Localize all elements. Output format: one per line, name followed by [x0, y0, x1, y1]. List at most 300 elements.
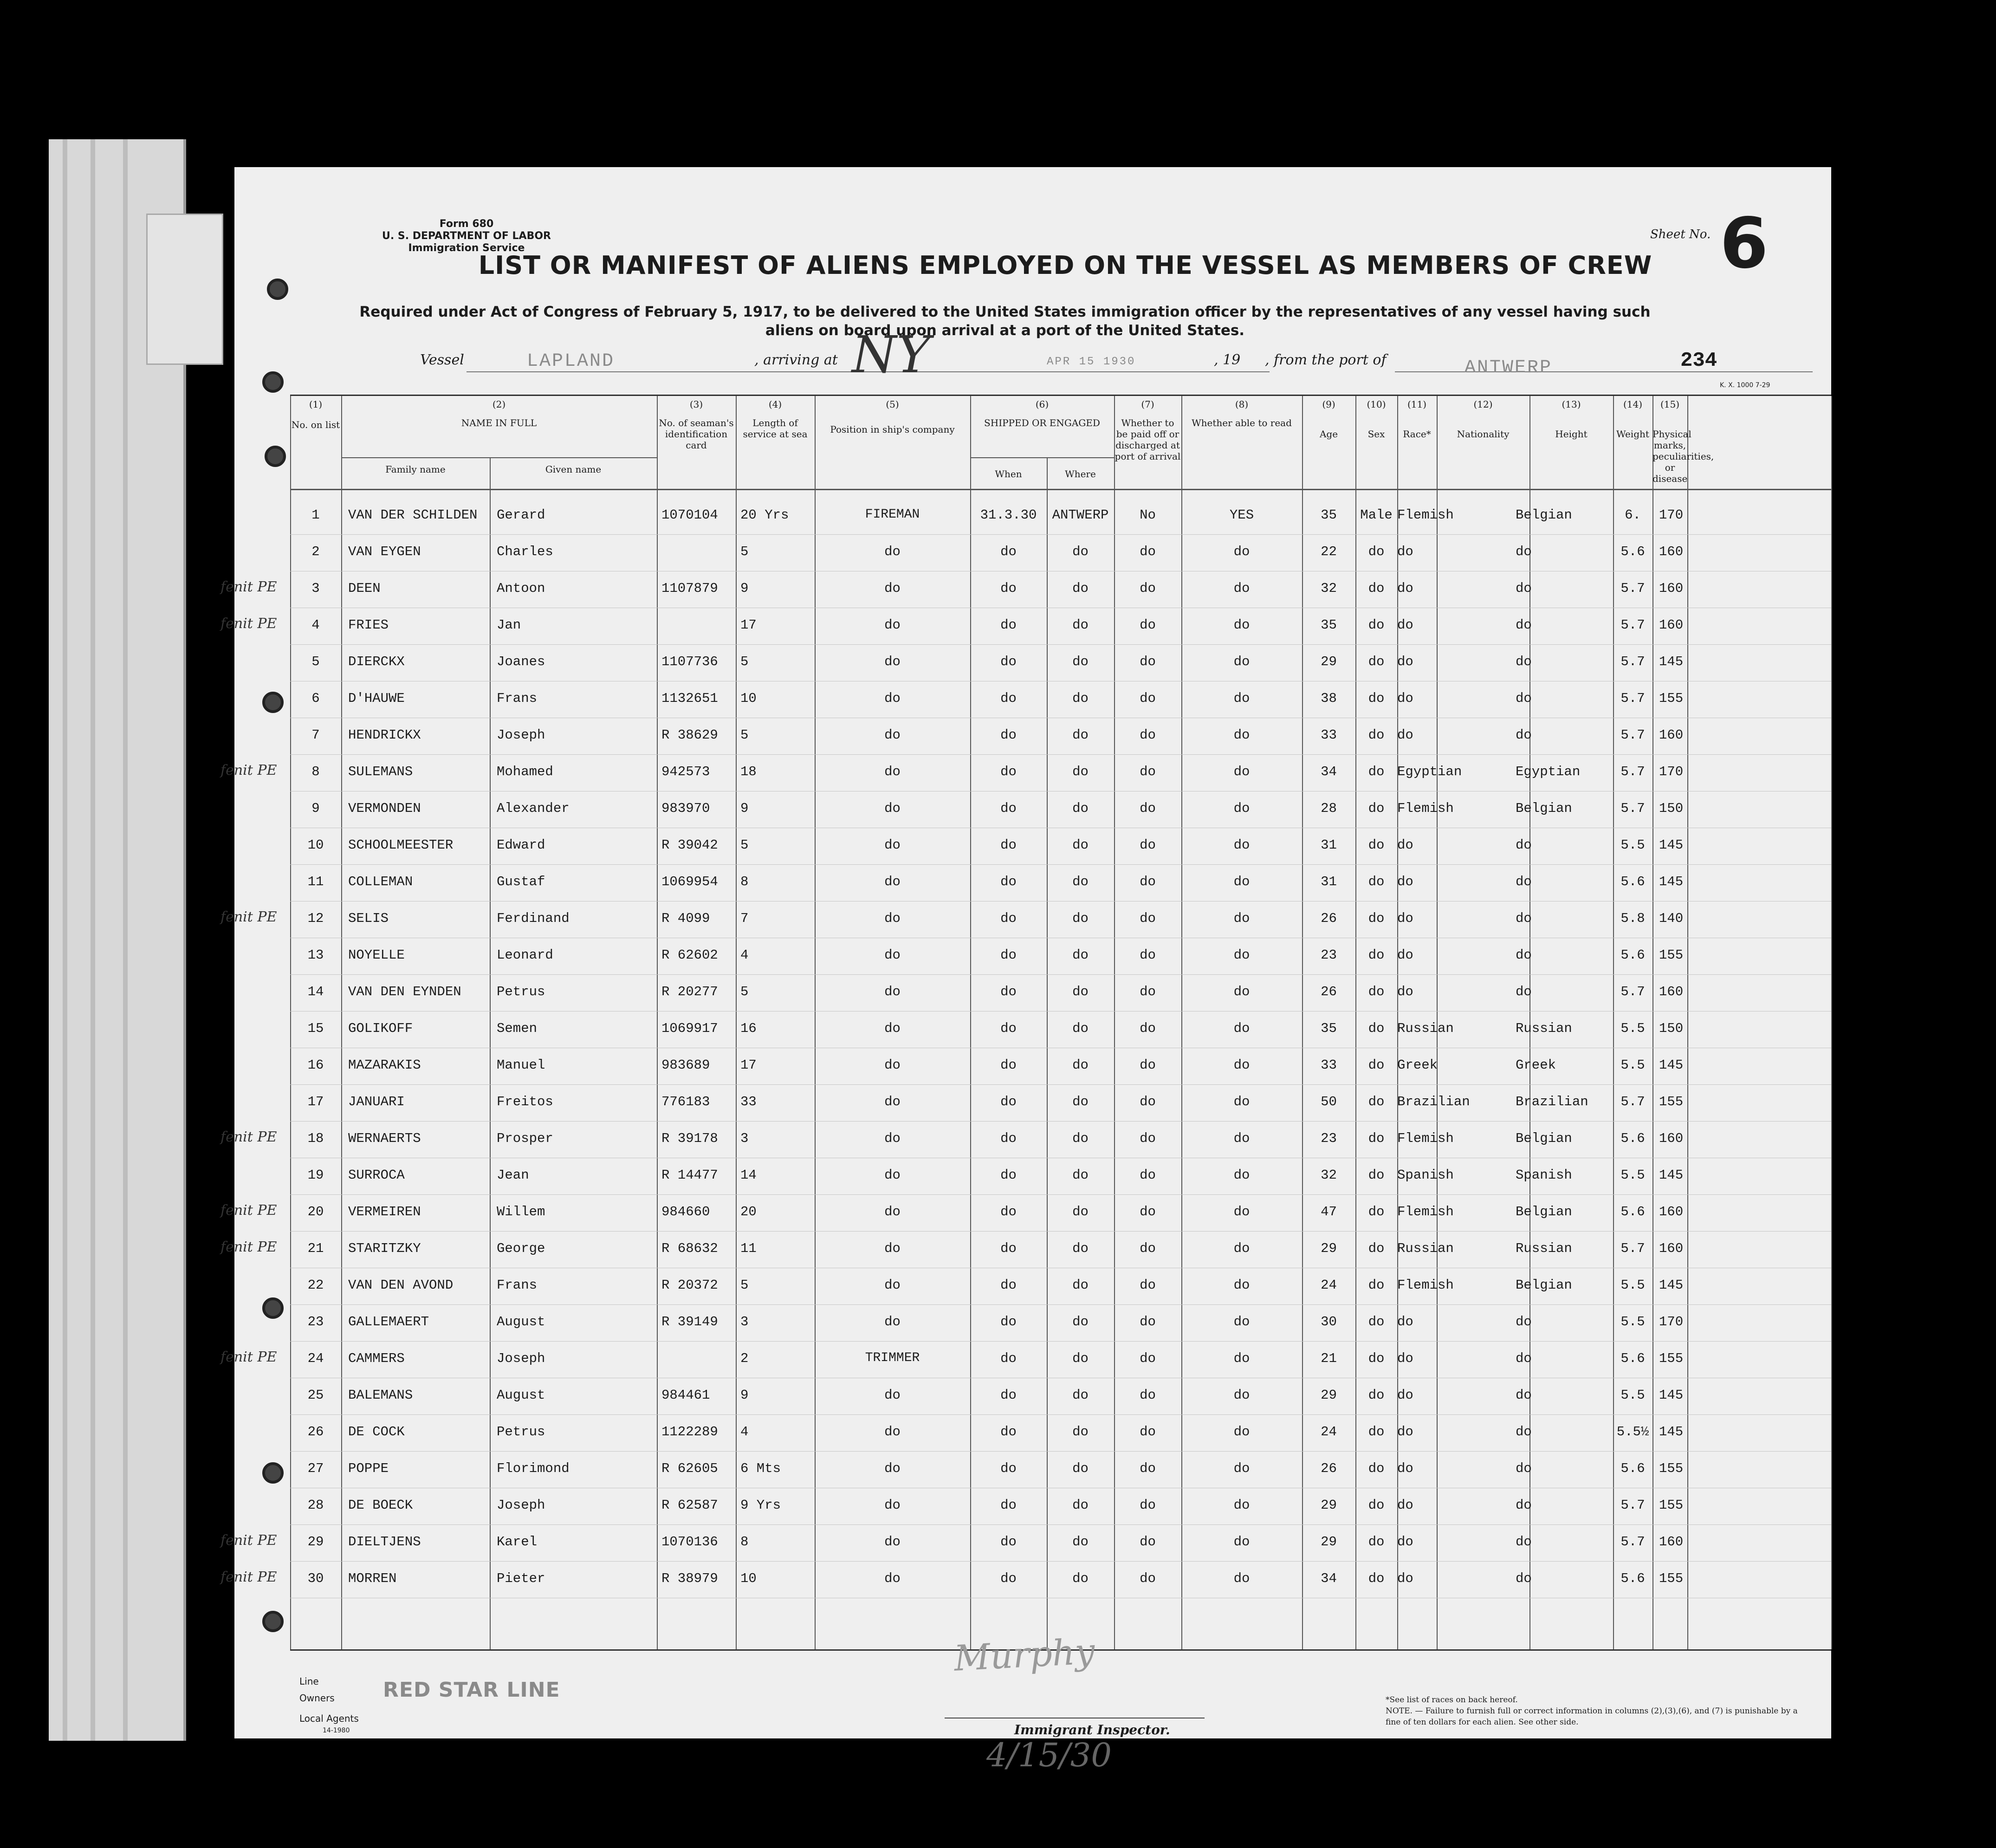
cell-card: R 20277 [661, 984, 718, 999]
cell-race: Flemish [1397, 1131, 1454, 1146]
cell-race: do [1397, 617, 1413, 633]
cell-race: do [1397, 581, 1413, 596]
cell-no: 22 [307, 1277, 324, 1293]
cell-read: do [1233, 581, 1250, 596]
vessel-name: LAPLAND [527, 351, 615, 372]
cell-where: do [1072, 984, 1089, 999]
cell-height: 5.7 [1620, 617, 1645, 633]
inspector-signature: Murphy [953, 1630, 1096, 1679]
cell-age: 32 [1321, 581, 1337, 596]
cell-sex: do [1368, 911, 1385, 926]
cell-race: Spanish [1397, 1167, 1454, 1183]
cell-service: 4 [740, 947, 749, 963]
margin-annotation: fenit PE [220, 762, 277, 778]
cell-height: 5.6 [1620, 947, 1645, 963]
cell-given: Joseph [497, 727, 545, 743]
margin-annotation: fenit PE [220, 1202, 277, 1219]
stamp-number: 234 [1680, 349, 1717, 372]
cell-nat: do [1516, 874, 1532, 889]
cell-height: 5.5 [1620, 1314, 1645, 1329]
cell-height: 5.5½ [1616, 1424, 1649, 1439]
cell-given: Manuel [497, 1057, 545, 1073]
cell-read: do [1233, 984, 1250, 999]
cell-sex: do [1368, 1498, 1385, 1513]
cell-when: do [1000, 1021, 1017, 1036]
cell-family: VAN DEN AVOND [348, 1277, 454, 1293]
cell-position: do [884, 691, 901, 706]
cell-age: 23 [1321, 947, 1337, 963]
cell-weight: 145 [1659, 1167, 1684, 1183]
cell-family: POPPE [348, 1461, 389, 1476]
cell-height: 5.7 [1620, 727, 1645, 743]
cell-service: 11 [740, 1241, 757, 1256]
cell-age: 26 [1321, 1461, 1337, 1476]
cell-weight: 150 [1659, 1021, 1684, 1036]
cell-where: do [1072, 1314, 1089, 1329]
cell-where: do [1072, 1094, 1089, 1109]
cell-nat: do [1516, 1388, 1532, 1403]
cell-weight: 155 [1659, 1351, 1684, 1366]
cell-service: 9 Yrs [740, 1498, 781, 1513]
cell-nat: Greek [1516, 1057, 1556, 1073]
cell-sex: do [1368, 1314, 1385, 1329]
cell-read: do [1233, 1498, 1250, 1513]
cell-family: MORREN [348, 1571, 397, 1586]
cell-paid: do [1140, 1424, 1156, 1439]
cell-height: 5.5 [1620, 1167, 1645, 1183]
inspection-date: 4/15/30 [986, 1736, 1112, 1774]
cell-age: 29 [1321, 654, 1337, 669]
cell-service: 5 [740, 837, 749, 853]
cell-race: do [1397, 911, 1413, 926]
cell-when: do [1000, 654, 1017, 669]
punch-hole [262, 371, 284, 393]
cell-family: GOLIKOFF [348, 1021, 413, 1036]
cell-paid: No [1140, 507, 1156, 523]
cell-age: 31 [1321, 874, 1337, 889]
cell-service: 9 [740, 1388, 749, 1403]
cell-where: do [1072, 1167, 1089, 1183]
cell-read: do [1233, 911, 1250, 926]
cell-service: 3 [740, 1131, 749, 1146]
cell-given: Leonard [497, 947, 553, 963]
cell-paid: do [1140, 1388, 1156, 1403]
cell-where: do [1072, 874, 1089, 889]
cell-height: 5.6 [1620, 1131, 1645, 1146]
cell-weight: 160 [1659, 727, 1684, 743]
cell-weight: 160 [1659, 1131, 1684, 1146]
cell-family: FRIES [348, 617, 389, 633]
cell-where: do [1072, 727, 1089, 743]
cell-height: 5.7 [1620, 654, 1645, 669]
cell-where: do [1072, 1021, 1089, 1036]
margin-annotation: fenit PE [220, 909, 277, 925]
cell-given: Semen [497, 1021, 538, 1036]
cell-age: 38 [1321, 691, 1337, 706]
cell-when: do [1000, 1277, 1017, 1293]
header-col15: (15) Physical marks, peculiarities, or disease [1653, 399, 1714, 484]
cell-weight: 155 [1659, 1461, 1684, 1476]
owners-label: Owners [299, 1692, 335, 1704]
cell-card: 1070136 [661, 1534, 718, 1550]
cell-paid: do [1140, 837, 1156, 853]
cell-service: 5 [740, 544, 749, 559]
cell-given: Ferdinand [497, 911, 570, 926]
cell-paid: do [1140, 1534, 1156, 1550]
cell-sex: do [1368, 1167, 1385, 1183]
cell-paid: do [1140, 1021, 1156, 1036]
cell-no: 27 [307, 1461, 324, 1476]
cell-paid: do [1140, 801, 1156, 816]
cell-weight: 160 [1659, 581, 1684, 596]
cell-age: 23 [1321, 1131, 1337, 1146]
cell-card: 1107879 [661, 581, 718, 596]
cell-position: do [884, 874, 901, 889]
cell-no: 23 [307, 1314, 324, 1329]
cell-family: WERNAERTS [348, 1131, 421, 1146]
cell-age: 21 [1321, 1351, 1337, 1366]
cell-when: do [1000, 1461, 1017, 1476]
cell-nat: do [1516, 1571, 1532, 1586]
cell-paid: do [1140, 691, 1156, 706]
binder-tab [146, 214, 223, 365]
cell-when: do [1000, 691, 1017, 706]
cell-card: R 38629 [661, 727, 718, 743]
cell-height: 6. [1625, 507, 1641, 523]
header-family-name: Family name [385, 464, 446, 475]
cell-read: do [1233, 1131, 1250, 1146]
cell-when: do [1000, 1498, 1017, 1513]
cell-sex: do [1368, 947, 1385, 963]
cell-age: 24 [1321, 1424, 1337, 1439]
cell-weight: 145 [1659, 837, 1684, 853]
cell-race: do [1397, 1351, 1413, 1366]
cell-nat: do [1516, 727, 1532, 743]
cell-race: Russian [1397, 1241, 1454, 1256]
cell-weight: 155 [1659, 691, 1684, 706]
cell-where: do [1072, 1461, 1089, 1476]
cell-weight: 145 [1659, 1388, 1684, 1403]
cell-where: do [1072, 764, 1089, 779]
cell-no: 20 [307, 1204, 324, 1219]
cell-age: 29 [1321, 1388, 1337, 1403]
cell-race: do [1397, 1424, 1413, 1439]
cell-family: NOYELLE [348, 947, 405, 963]
cell-height: 5.7 [1620, 1094, 1645, 1109]
cell-nat: Spanish [1516, 1167, 1572, 1183]
cell-height: 5.7 [1620, 764, 1645, 779]
cell-given: Joanes [497, 654, 545, 669]
cell-nat: do [1516, 1351, 1532, 1366]
cell-weight: 170 [1659, 1314, 1684, 1329]
cell-height: 5.5 [1620, 1057, 1645, 1073]
cell-position: do [884, 947, 901, 963]
cell-given: Petrus [497, 1424, 545, 1439]
cell-paid: do [1140, 911, 1156, 926]
cell-given: Jean [497, 1167, 529, 1183]
cell-age: 31 [1321, 837, 1337, 853]
cell-paid: do [1140, 1314, 1156, 1329]
cell-height: 5.5 [1620, 1388, 1645, 1403]
footer-note: *See list of races on back hereof. NOTE. — Failure to furnish full or correct information in columns (2),(3),(6), and (7) is punishable by a fine of ten dollars for each alien. See other side. [1386, 1695, 1798, 1727]
cell-no: 1 [311, 507, 320, 523]
cell-height: 5.5 [1620, 837, 1645, 853]
cell-when: do [1000, 1351, 1017, 1366]
cell-no: 3 [311, 581, 320, 596]
cell-no: 29 [307, 1534, 324, 1550]
cell-read: do [1233, 1424, 1250, 1439]
cell-race: do [1397, 1498, 1413, 1513]
header-col9: (9) Age [1319, 399, 1338, 440]
cell-where: ANTWERP [1052, 507, 1109, 523]
cell-given: George [497, 1241, 545, 1256]
cell-read: do [1233, 947, 1250, 963]
cell-family: GALLEMAERT [348, 1314, 429, 1329]
cell-paid: do [1140, 654, 1156, 669]
cell-card: 1122289 [661, 1424, 718, 1439]
cell-read: do [1233, 1204, 1250, 1219]
cell-when: do [1000, 1424, 1017, 1439]
cell-read: do [1233, 1388, 1250, 1403]
cell-read: do [1233, 1021, 1250, 1036]
cell-card: 1070104 [661, 507, 718, 523]
cell-sex: do [1368, 1461, 1385, 1476]
cell-sex: do [1368, 837, 1385, 853]
cell-weight: 145 [1659, 654, 1684, 669]
cell-race: do [1397, 874, 1413, 889]
cell-sex: do [1368, 1131, 1385, 1146]
agents-label: Local Agents [299, 1713, 359, 1724]
cell-race: Egyptian [1397, 764, 1462, 779]
cell-card: 983689 [661, 1057, 710, 1073]
header-col2: (2) NAME IN FULL [461, 399, 537, 428]
cell-when: do [1000, 727, 1017, 743]
cell-where: do [1072, 1131, 1089, 1146]
cell-sex: do [1368, 544, 1385, 559]
cell-card: R 38979 [661, 1571, 718, 1586]
cell-where: do [1072, 837, 1089, 853]
cell-position: do [884, 1167, 901, 1183]
cell-read: do [1233, 691, 1250, 706]
cell-when: do [1000, 581, 1017, 596]
cell-race: do [1397, 1314, 1413, 1329]
cell-service: 5 [740, 727, 749, 743]
cell-age: 35 [1321, 1021, 1337, 1036]
cell-height: 5.7 [1620, 1241, 1645, 1256]
cell-no: 26 [307, 1424, 324, 1439]
cell-read: do [1233, 764, 1250, 779]
cell-position: do [884, 544, 901, 559]
cell-service: 5 [740, 1277, 749, 1293]
cell-when: do [1000, 544, 1017, 559]
cell-card: 1069917 [661, 1021, 718, 1036]
cell-paid: do [1140, 727, 1156, 743]
cell-age: 34 [1321, 764, 1337, 779]
cell-height: 5.6 [1620, 874, 1645, 889]
cell-when: do [1000, 617, 1017, 633]
cell-where: do [1072, 1498, 1089, 1513]
cell-read: do [1233, 1057, 1250, 1073]
cell-when: do [1000, 1131, 1017, 1146]
cell-weight: 170 [1659, 764, 1684, 779]
cell-no: 6 [311, 691, 320, 706]
cell-paid: do [1140, 1571, 1156, 1586]
cell-no: 17 [307, 1094, 324, 1109]
cell-nat: do [1516, 581, 1532, 596]
cell-paid: do [1140, 544, 1156, 559]
cell-race: Russian [1397, 1021, 1454, 1036]
cell-position: do [884, 1388, 901, 1403]
cell-when: do [1000, 1167, 1017, 1183]
cell-weight: 155 [1659, 1094, 1684, 1109]
cell-race: do [1397, 1571, 1413, 1586]
cell-age: 29 [1321, 1498, 1337, 1513]
cell-sex: do [1368, 801, 1385, 816]
cell-card: R 20372 [661, 1277, 718, 1293]
cell-where: do [1072, 1241, 1089, 1256]
cell-weight: 160 [1659, 1204, 1684, 1219]
cell-family: DIERCKX [348, 654, 405, 669]
cell-family: SCHOOLMEESTER [348, 837, 454, 853]
cell-given: Joseph [497, 1351, 545, 1366]
cell-sex: do [1368, 1094, 1385, 1109]
cell-when: do [1000, 1204, 1017, 1219]
cell-nat: Belgian [1516, 801, 1572, 816]
cell-age: 22 [1321, 544, 1337, 559]
cell-card: 1069954 [661, 874, 718, 889]
cell-height: 5.6 [1620, 1571, 1645, 1586]
cell-nat: do [1516, 654, 1532, 669]
cell-position: do [884, 1461, 901, 1476]
cell-weight: 170 [1659, 507, 1684, 523]
cell-where: do [1072, 581, 1089, 596]
punch-hole [262, 1462, 284, 1484]
arriving-label: , arriving at [754, 352, 838, 368]
arrival-port-handwritten: NY [852, 325, 930, 384]
cell-no: 18 [307, 1131, 324, 1146]
cell-read: YES [1229, 507, 1254, 523]
cell-paid: do [1140, 1351, 1156, 1366]
cell-card: R 39042 [661, 837, 718, 853]
cell-no: 14 [307, 984, 324, 999]
cell-read: do [1233, 874, 1250, 889]
margin-annotation: fenit PE [220, 1349, 277, 1365]
cell-no: 9 [311, 801, 320, 816]
cell-when: do [1000, 1571, 1017, 1586]
cell-no: 24 [307, 1351, 324, 1366]
cell-sex: do [1368, 691, 1385, 706]
cell-position: do [884, 1498, 901, 1513]
cell-race: do [1397, 544, 1413, 559]
cell-given: Charles [497, 544, 553, 559]
cell-height: 5.6 [1620, 544, 1645, 559]
cell-family: VAN DEN EYNDEN [348, 984, 461, 999]
cell-service: 17 [740, 1057, 757, 1073]
cell-family: STARITZKY [348, 1241, 421, 1256]
cell-family: DE COCK [348, 1424, 405, 1439]
cell-family: DE BOECK [348, 1498, 413, 1513]
cell-when: do [1000, 764, 1017, 779]
cell-read: do [1233, 727, 1250, 743]
cell-where: do [1072, 1534, 1089, 1550]
cell-position: FIREMAN [865, 507, 920, 522]
cell-where: do [1072, 1351, 1089, 1366]
cell-when: do [1000, 1241, 1017, 1256]
cell-nat: Belgian [1516, 1131, 1572, 1146]
cell-position: do [884, 911, 901, 926]
header-col7: (7) Whether to be paid off or discharged at port of arrival [1115, 399, 1181, 462]
cell-sex: do [1368, 727, 1385, 743]
cell-when: do [1000, 1314, 1017, 1329]
cell-given: Karel [497, 1534, 538, 1550]
cell-when: do [1000, 1094, 1017, 1109]
cell-service: 10 [740, 691, 757, 706]
form-title: LIST OR MANIFEST OF ALIENS EMPLOYED ON THE VESSEL AS MEMBERS OF CREW [478, 251, 1653, 280]
cell-read: do [1233, 1534, 1250, 1550]
cell-age: 33 [1321, 1057, 1337, 1073]
punch-hole [262, 1611, 284, 1632]
cell-nat: do [1516, 691, 1532, 706]
cell-nat: Russian [1516, 1021, 1572, 1036]
cell-weight: 145 [1659, 1424, 1684, 1439]
cell-when: do [1000, 874, 1017, 889]
cell-family: SURROCA [348, 1167, 405, 1183]
cell-given: Joseph [497, 1498, 545, 1513]
cell-weight: 140 [1659, 911, 1684, 926]
cell-paid: do [1140, 581, 1156, 596]
cell-sex: do [1368, 581, 1385, 596]
cell-race: do [1397, 691, 1413, 706]
form-code: 14-1980 [323, 1727, 350, 1734]
cell-given: Prosper [497, 1131, 553, 1146]
cell-sex: do [1368, 617, 1385, 633]
cell-weight: 160 [1659, 544, 1684, 559]
cell-given: Gerard [497, 507, 545, 523]
margin-annotation: fenit PE [220, 1532, 277, 1549]
cell-age: 34 [1321, 1571, 1337, 1586]
cell-paid: do [1140, 984, 1156, 999]
header-col5: (5) Position in ship's company [830, 399, 955, 435]
cell-nat: do [1516, 1314, 1532, 1329]
cell-given: Jan [497, 617, 521, 633]
cell-service: 20 Yrs [740, 507, 789, 523]
cell-sex: do [1368, 1204, 1385, 1219]
manifest-sheet [220, 167, 1831, 1774]
cell-race: Flemish [1397, 801, 1454, 816]
cell-nat: do [1516, 1534, 1532, 1550]
cell-nat: Belgian [1516, 1277, 1572, 1293]
cell-sex: do [1368, 764, 1385, 779]
margin-annotation: fenit PE [220, 1239, 277, 1255]
cell-no: 21 [307, 1241, 324, 1256]
cell-no: 10 [307, 837, 324, 853]
cell-sex: do [1368, 654, 1385, 669]
cell-no: 7 [311, 727, 320, 743]
cell-read: do [1233, 1571, 1250, 1586]
from-port-label: , from the port of [1265, 352, 1387, 368]
cell-height: 5.7 [1620, 801, 1645, 816]
cell-service: 10 [740, 1571, 757, 1586]
cell-height: 5.8 [1620, 911, 1645, 926]
cell-where: do [1072, 947, 1089, 963]
header-col14: (14) Weight [1616, 399, 1649, 440]
cell-position: do [884, 801, 901, 816]
cell-sex: do [1368, 1388, 1385, 1403]
cell-given: Alexander [497, 801, 570, 816]
header-col6: (6) SHIPPED OR ENGAGED [984, 399, 1100, 428]
punch-hole [262, 1297, 284, 1319]
cell-family: SELIS [348, 911, 389, 926]
